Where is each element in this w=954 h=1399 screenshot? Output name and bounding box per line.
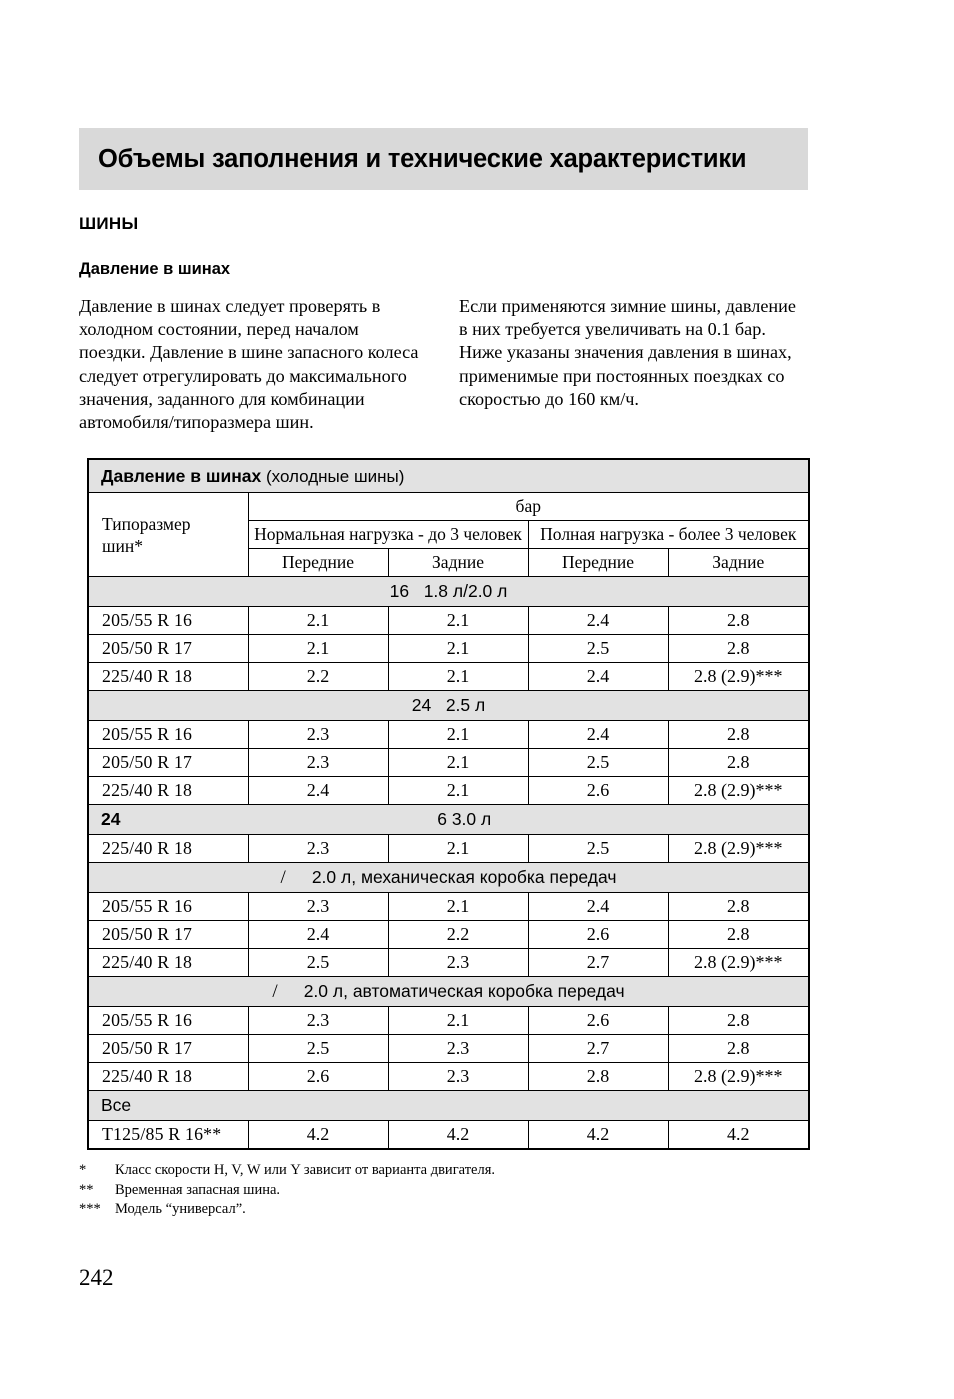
cell-pressure: 2.8 (2.9)***: [668, 663, 809, 691]
cell-pressure: 2.5: [528, 749, 668, 777]
cell-pressure: 2.3: [248, 835, 388, 863]
table-group-row: [88, 805, 809, 835]
cell-pressure: 4.2: [248, 1121, 388, 1150]
cell-pressure: 2.1: [388, 663, 528, 691]
footnote-marker: ***: [79, 1201, 101, 1217]
cell-pressure: 2.1: [248, 607, 388, 635]
table-group-row: [88, 691, 809, 721]
cell-pressure: 2.8 (2.9)***: [668, 777, 809, 805]
header-unit: бар: [248, 493, 809, 521]
group-label: 2.0 л, автоматическая коробка передач: [303, 980, 625, 1001]
table-row: [88, 835, 809, 863]
table-row: [88, 721, 809, 749]
group-label: 1.8 л/2.0 л: [423, 581, 508, 601]
cell-pressure: 2.4: [528, 893, 668, 921]
cell-pressure: 2.8: [668, 1035, 809, 1063]
group-header-sec-all: [88, 1091, 809, 1121]
cell-pressure: 2.3: [388, 1035, 528, 1063]
header-axle-3: Задние: [668, 549, 809, 577]
cell-pressure: 2.4: [248, 777, 388, 805]
cell-tyre-size: T125/85 R 16**: [88, 1121, 248, 1150]
cell-pressure: 2.1: [388, 721, 528, 749]
cell-pressure: 2.8: [668, 921, 809, 949]
group-header-sec-20-manual: [88, 863, 809, 893]
chapter-banner: [79, 128, 808, 190]
cell-tyre-size: 225/40 R 18: [88, 949, 248, 977]
group-prefix: 24: [411, 695, 432, 715]
cell-pressure: 4.2: [668, 1121, 809, 1150]
cell-pressure: 2.1: [388, 835, 528, 863]
cell-pressure: 2.5: [248, 949, 388, 977]
cell-tyre-size: 205/55 R 16: [88, 607, 248, 635]
page-number: 242: [79, 1265, 114, 1290]
section-heading: ШИНЫ: [79, 214, 139, 233]
cell-tyre-size: 205/55 R 16: [88, 1007, 248, 1035]
cell-pressure: 2.1: [388, 777, 528, 805]
group-header-sec-16-18-20: [88, 577, 809, 607]
cell-pressure: 2.8: [528, 1063, 668, 1091]
header-load-group-0: Нормальная нагрузка - до 3 человек: [248, 521, 528, 549]
table-group-row: [88, 977, 809, 1007]
table-row: [88, 777, 809, 805]
group-prefix: /: [272, 980, 278, 1002]
cell-pressure: 2.7: [528, 1035, 668, 1063]
footnote-text: Временная запасная шина.: [115, 1181, 281, 1198]
group-prefix: /: [280, 866, 286, 888]
table-group-row: [88, 863, 809, 893]
cell-pressure: 2.1: [388, 893, 528, 921]
cell-pressure: 2.8 (2.9)***: [668, 1063, 809, 1091]
table-unit-row: [88, 493, 809, 521]
cell-pressure: 2.6: [528, 1007, 668, 1035]
cell-pressure: 2.1: [388, 635, 528, 663]
cell-pressure: 4.2: [388, 1121, 528, 1150]
group-header-sec-24-25: [88, 691, 809, 721]
group-label: 2.5 л: [445, 695, 486, 715]
cell-pressure: 2.3: [248, 749, 388, 777]
footnote-item: [79, 1161, 495, 1181]
cell-tyre-size: 225/40 R 18: [88, 1063, 248, 1091]
table-row: [88, 921, 809, 949]
cell-pressure: 2.8: [668, 607, 809, 635]
table-row: [88, 663, 809, 691]
table-row: [88, 893, 809, 921]
cell-pressure: 2.4: [528, 663, 668, 691]
cell-pressure: 2.8 (2.9)***: [668, 835, 809, 863]
footnotes: [79, 1161, 495, 1220]
cell-pressure: 2.1: [388, 1007, 528, 1035]
group-label: Все: [101, 1095, 132, 1115]
table-caption: Давление в шинах (холодные шины): [88, 459, 809, 493]
group-prefix: 16: [389, 581, 410, 601]
header-load-group-1: Полная нагрузка - более 3 человек: [528, 521, 809, 549]
group-header-sec-24-6-30: [88, 805, 809, 835]
cell-pressure: 2.4: [248, 921, 388, 949]
table-row: [88, 1063, 809, 1091]
group-header-sec-20-auto: [88, 977, 809, 1007]
footnote-text: Модель “универсал”.: [115, 1201, 246, 1217]
intro-paragraph-right: Если применяются зимние шины, давление в них требуется увеличивать на 0.1 бар. Ниже указаны значения давления в шинах, применимые при постоянных поездках со скоростью до 160 км/ч.: [459, 296, 796, 409]
cell-pressure: 2.3: [248, 721, 388, 749]
cell-tyre-size: 225/40 R 18: [88, 777, 248, 805]
cell-pressure: 2.3: [388, 1063, 528, 1091]
cell-pressure: 2.8: [668, 749, 809, 777]
table-row: [88, 949, 809, 977]
cell-pressure: 2.1: [388, 607, 528, 635]
footnote-item: [79, 1181, 495, 1201]
footnote-marker: *: [79, 1162, 87, 1178]
tyre-pressure-table-wrapper: [87, 458, 808, 1150]
cell-pressure: 2.8: [668, 1007, 809, 1035]
cell-tyre-size: 205/50 R 17: [88, 749, 248, 777]
cell-pressure: 2.3: [248, 893, 388, 921]
cell-pressure: 2.6: [528, 921, 668, 949]
group-label: 6 3.0 л: [437, 809, 492, 829]
cell-tyre-size: 225/40 R 18: [88, 663, 248, 691]
group-label: 2.0 л, механическая коробка передач: [311, 866, 617, 887]
group-prefix: 24: [101, 809, 121, 829]
table-caption-row: [88, 459, 809, 493]
cell-pressure: 2.3: [248, 1007, 388, 1035]
cell-tyre-size: 205/55 R 16: [88, 893, 248, 921]
cell-pressure: 2.5: [248, 1035, 388, 1063]
header-axle-1: Задние: [388, 549, 528, 577]
cell-pressure: 2.1: [388, 749, 528, 777]
header-axle-2: Передние: [528, 549, 668, 577]
table-row: [88, 607, 809, 635]
table-row: [88, 1121, 809, 1150]
table-row: [88, 749, 809, 777]
cell-pressure: 2.1: [248, 635, 388, 663]
table-row: [88, 635, 809, 663]
table-row: [88, 1007, 809, 1035]
cell-pressure: 2.8: [668, 893, 809, 921]
cell-pressure: 2.7: [528, 949, 668, 977]
footnote-marker: **: [79, 1181, 94, 1198]
cell-pressure: 2.8: [668, 635, 809, 663]
tyre-pressure-table: [87, 458, 810, 1150]
table-row: [88, 1035, 809, 1063]
cell-pressure: 2.6: [528, 777, 668, 805]
cell-tyre-size: 205/55 R 16: [88, 721, 248, 749]
table-group-row: [88, 577, 809, 607]
cell-pressure: 4.2: [528, 1121, 668, 1150]
cell-pressure: 2.5: [528, 635, 668, 663]
cell-pressure: 2.8: [668, 721, 809, 749]
cell-pressure: 2.8 (2.9)***: [668, 949, 809, 977]
footnote-item: [79, 1200, 495, 1220]
cell-tyre-size: 205/50 R 17: [88, 635, 248, 663]
cell-pressure: 2.4: [528, 721, 668, 749]
header-tyre-size: Типоразмер шин*: [88, 493, 248, 577]
cell-tyre-size: 205/50 R 17: [88, 1035, 248, 1063]
cell-pressure: 2.3: [388, 949, 528, 977]
subsection-heading: Давление в шинах: [79, 260, 231, 278]
chapter-title: Объемы заполнения и технические характеристики: [98, 144, 747, 173]
header-axle-0: Передние: [248, 549, 388, 577]
table-group-row: [88, 1091, 809, 1121]
cell-pressure: 2.6: [248, 1063, 388, 1091]
cell-pressure: 2.5: [528, 835, 668, 863]
cell-tyre-size: 225/40 R 18: [88, 835, 248, 863]
cell-pressure: 2.4: [528, 607, 668, 635]
intro-paragraph-left: Давление в шинах следует проверять в холодном состоянии, перед началом поездки. Давление в шине запасного колеса следует отрегулировать до максимального значения, заданного для комбинации автомобиля/типоразмера шин.: [79, 296, 419, 433]
cell-tyre-size: 205/50 R 17: [88, 921, 248, 949]
cell-pressure: 2.2: [248, 663, 388, 691]
cell-pressure: 2.2: [388, 921, 528, 949]
footnote-text: Класс скорости H, V, W или Y зависит от варианта двигателя.: [115, 1162, 496, 1178]
